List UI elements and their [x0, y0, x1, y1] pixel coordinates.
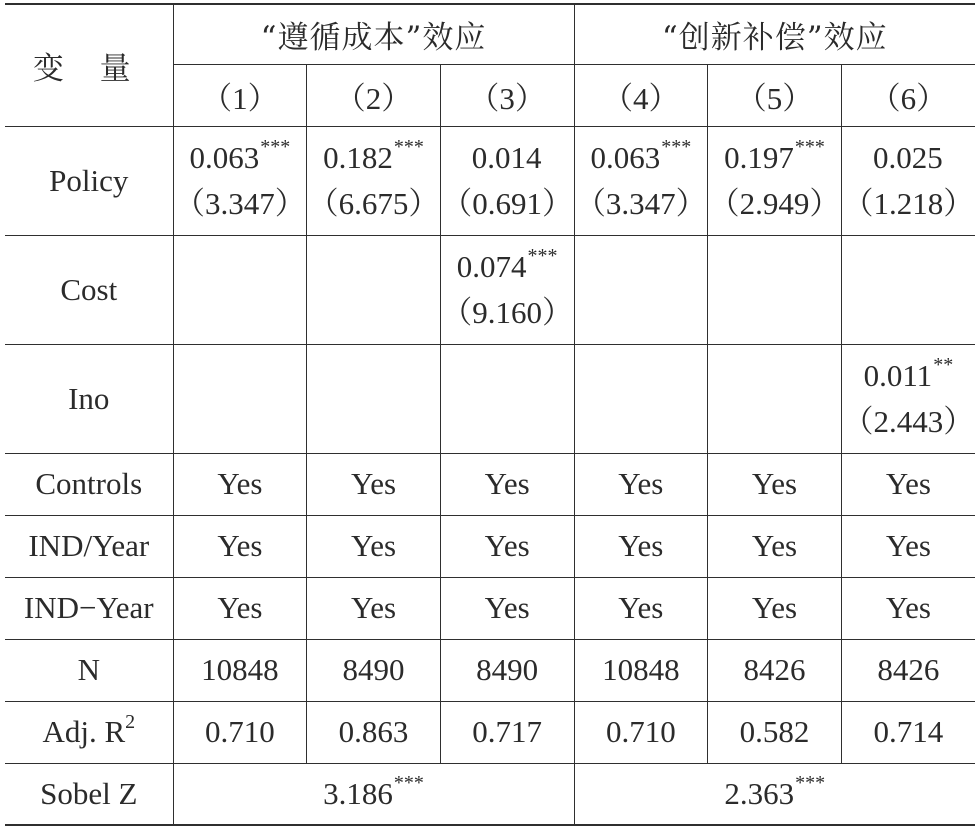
cost-t-3: （9.160） — [441, 294, 574, 330]
ind-x-year-cell-3: Yes — [440, 577, 574, 639]
row-label-n: N — [5, 639, 173, 701]
group-header-innovation-compensation: “创新补偿”效应 — [574, 4, 975, 64]
table-row-cost — [5, 235, 975, 344]
ind-x-year-cell-5: Yes — [708, 577, 842, 639]
controls-cell-4: Yes — [574, 453, 708, 515]
cost-cell-1 — [173, 235, 307, 344]
column-header-4: （4） — [574, 64, 708, 126]
policy-cell-4 — [574, 126, 708, 235]
column-header-5: （5） — [708, 64, 842, 126]
table-row-ind-x-year — [5, 577, 975, 639]
sobel-cell-group2 — [574, 763, 975, 825]
policy-cell-1 — [173, 126, 307, 235]
column-header-1: （1） — [173, 64, 307, 126]
sobel-value-group2: 2.363 — [724, 775, 795, 811]
cost-cell-3 — [440, 235, 574, 344]
column-header-3: （3） — [440, 64, 574, 126]
column-header-2: （2） — [307, 64, 441, 126]
ind-year-cell-1: Yes — [173, 515, 307, 577]
ind-x-year-cell-6: Yes — [841, 577, 975, 639]
adj-r2-cell-4: 0.710 — [574, 701, 708, 763]
sobel-stars-group2: *** — [795, 771, 826, 794]
n-cell-4: 10848 — [574, 639, 708, 701]
policy-coef-3: 0.014 — [471, 139, 542, 175]
table-row-controls — [5, 453, 975, 515]
policy-stars-2: *** — [393, 135, 424, 158]
controls-cell-2: Yes — [307, 453, 441, 515]
ino-cell-1 — [173, 344, 307, 453]
ind-x-year-cell-4: Yes — [574, 577, 708, 639]
policy-cell-3 — [440, 126, 574, 235]
cost-cell-5 — [708, 235, 842, 344]
n-cell-5: 8426 — [708, 639, 842, 701]
table-row-sobel — [5, 763, 975, 825]
policy-cell-2 — [307, 126, 441, 235]
row-label-cost: Cost — [5, 235, 173, 344]
cost-coef-3: 0.074 — [456, 248, 527, 284]
row-label-ind-year: IND/Year — [5, 515, 173, 577]
sobel-cell-group1 — [173, 763, 574, 825]
adj-r2-cell-6: 0.714 — [841, 701, 975, 763]
policy-cell-5 — [708, 126, 842, 235]
row-label-sobel: Sobel Z — [5, 763, 173, 825]
row-label-ind-x-year: IND−Year — [5, 577, 173, 639]
policy-t-3: （0.691） — [441, 185, 574, 221]
policy-stars-5: *** — [794, 135, 825, 158]
adj-r2-cell-3: 0.717 — [440, 701, 574, 763]
row-label-controls: Controls — [5, 453, 173, 515]
ind-year-cell-6: Yes — [841, 515, 975, 577]
policy-t-6: （1.218） — [842, 185, 975, 221]
controls-cell-1: Yes — [173, 453, 307, 515]
column-header-6: （6） — [841, 64, 975, 126]
variable-header: 变 量 — [5, 4, 173, 126]
table-row-policy — [5, 126, 975, 235]
adj-r2-label-superscript: 2 — [125, 711, 136, 733]
header-row-groups — [5, 4, 975, 64]
adj-r2-cell-2: 0.863 — [307, 701, 441, 763]
row-label-policy: Policy — [5, 126, 173, 235]
ind-year-cell-5: Yes — [708, 515, 842, 577]
ind-x-year-cell-1: Yes — [173, 577, 307, 639]
policy-t-1: （3.347） — [174, 185, 306, 221]
n-cell-3: 8490 — [440, 639, 574, 701]
controls-cell-5: Yes — [708, 453, 842, 515]
ind-year-cell-2: Yes — [307, 515, 441, 577]
cost-cell-2 — [307, 235, 441, 344]
policy-t-5: （2.949） — [708, 185, 841, 221]
policy-t-2: （6.675） — [307, 185, 440, 221]
controls-cell-6: Yes — [841, 453, 975, 515]
regression-table — [5, 3, 975, 826]
adj-r2-cell-5: 0.582 — [708, 701, 842, 763]
ind-year-cell-4: Yes — [574, 515, 708, 577]
policy-coef-6: 0.025 — [873, 139, 943, 175]
ino-cell-4 — [574, 344, 708, 453]
policy-coef-2: 0.182 — [323, 139, 393, 175]
ino-cell-5 — [708, 344, 842, 453]
sobel-value-group1: 3.186 — [323, 775, 393, 811]
sobel-stars-group1: *** — [393, 771, 424, 794]
policy-coef-5: 0.197 — [724, 139, 794, 175]
ino-coef-6: 0.011 — [863, 357, 933, 393]
policy-cell-6 — [841, 126, 975, 235]
cost-stars-3: *** — [527, 244, 558, 267]
cost-cell-6 — [841, 235, 975, 344]
policy-stars-1: *** — [260, 135, 291, 158]
ino-t-6: （2.443） — [842, 403, 975, 439]
cost-cell-4 — [574, 235, 708, 344]
ino-stars-6: ** — [933, 353, 954, 376]
table-row-ino — [5, 344, 975, 453]
group-header-compliance-cost: “遵循成本”效应 — [173, 4, 574, 64]
table-row-ind-year — [5, 515, 975, 577]
row-label-adj-r2 — [5, 701, 173, 763]
adj-r2-cell-1: 0.710 — [173, 701, 307, 763]
row-label-ino: Ino — [5, 344, 173, 453]
policy-coef-1: 0.063 — [189, 139, 260, 175]
policy-coef-4: 0.063 — [590, 139, 661, 175]
adj-r2-label-text: Adj. R — [42, 714, 126, 749]
ind-x-year-cell-2: Yes — [307, 577, 441, 639]
policy-stars-4: *** — [661, 135, 692, 158]
controls-cell-3: Yes — [440, 453, 574, 515]
n-cell-1: 10848 — [173, 639, 307, 701]
policy-t-4: （3.347） — [574, 185, 707, 221]
table-row-n — [5, 639, 975, 701]
ino-cell-2 — [307, 344, 441, 453]
n-cell-6: 8426 — [841, 639, 975, 701]
ind-year-cell-3: Yes — [440, 515, 574, 577]
ino-cell-3 — [440, 344, 574, 453]
table-row-adj-r2 — [5, 701, 975, 763]
n-cell-2: 8490 — [307, 639, 441, 701]
ino-cell-6 — [841, 344, 975, 453]
